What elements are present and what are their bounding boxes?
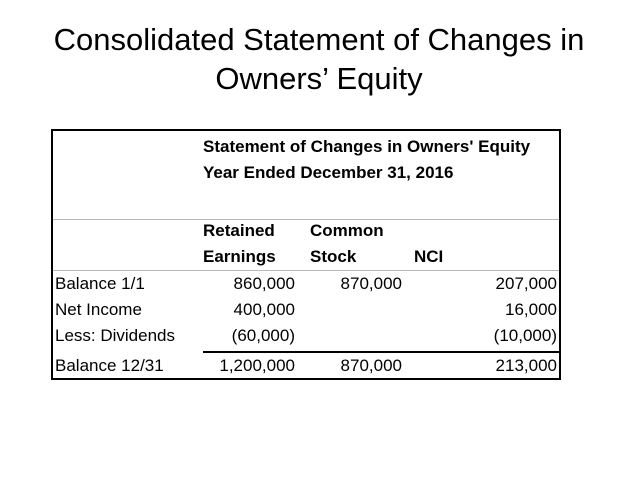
row-label: Net Income <box>55 300 142 319</box>
table-row-balance-beginning <box>53 271 559 297</box>
column-header-common-line-1: Common <box>310 221 384 240</box>
nci-value: (10,000) <box>493 326 557 345</box>
row-label: Balance 1/1 <box>55 274 145 293</box>
retained-earnings-value: 400,000 <box>233 300 295 319</box>
column-header-retained-line-1: Retained <box>203 221 275 240</box>
common-stock-value: 870,000 <box>340 356 402 375</box>
statement-header <box>53 131 559 220</box>
slide-title <box>0 20 638 98</box>
row-label: Less: Dividends <box>55 326 176 345</box>
slide-title-line-2: Owners’ Equity <box>215 61 423 96</box>
table-row-balance-ending <box>53 353 559 379</box>
row-label: Balance 12/31 <box>55 356 164 375</box>
column-header-nci: NCI <box>414 247 444 266</box>
column-header-retained-line-2: Earnings <box>203 247 276 266</box>
equity-statement-table <box>51 129 561 380</box>
table-row-net-income <box>53 297 559 323</box>
retained-earnings-value: 860,000 <box>233 274 295 293</box>
nci-value: 16,000 <box>505 300 557 319</box>
common-stock-value: 870,000 <box>340 274 402 293</box>
nci-value: 207,000 <box>495 274 557 293</box>
statement-heading: Statement of Changes in Owners' Equity <box>203 137 531 156</box>
statement-period: Year Ended December 31, 2016 <box>203 163 454 182</box>
retained-earnings-value: (60,000) <box>231 326 295 345</box>
table-row-dividends <box>53 323 559 349</box>
column-header-common-line-2: Stock <box>310 247 357 266</box>
nci-value: 213,000 <box>495 356 557 375</box>
slide-title-line-1: Consolidated Statement of Changes in <box>53 22 585 57</box>
retained-earnings-value: 1,200,000 <box>219 356 295 375</box>
